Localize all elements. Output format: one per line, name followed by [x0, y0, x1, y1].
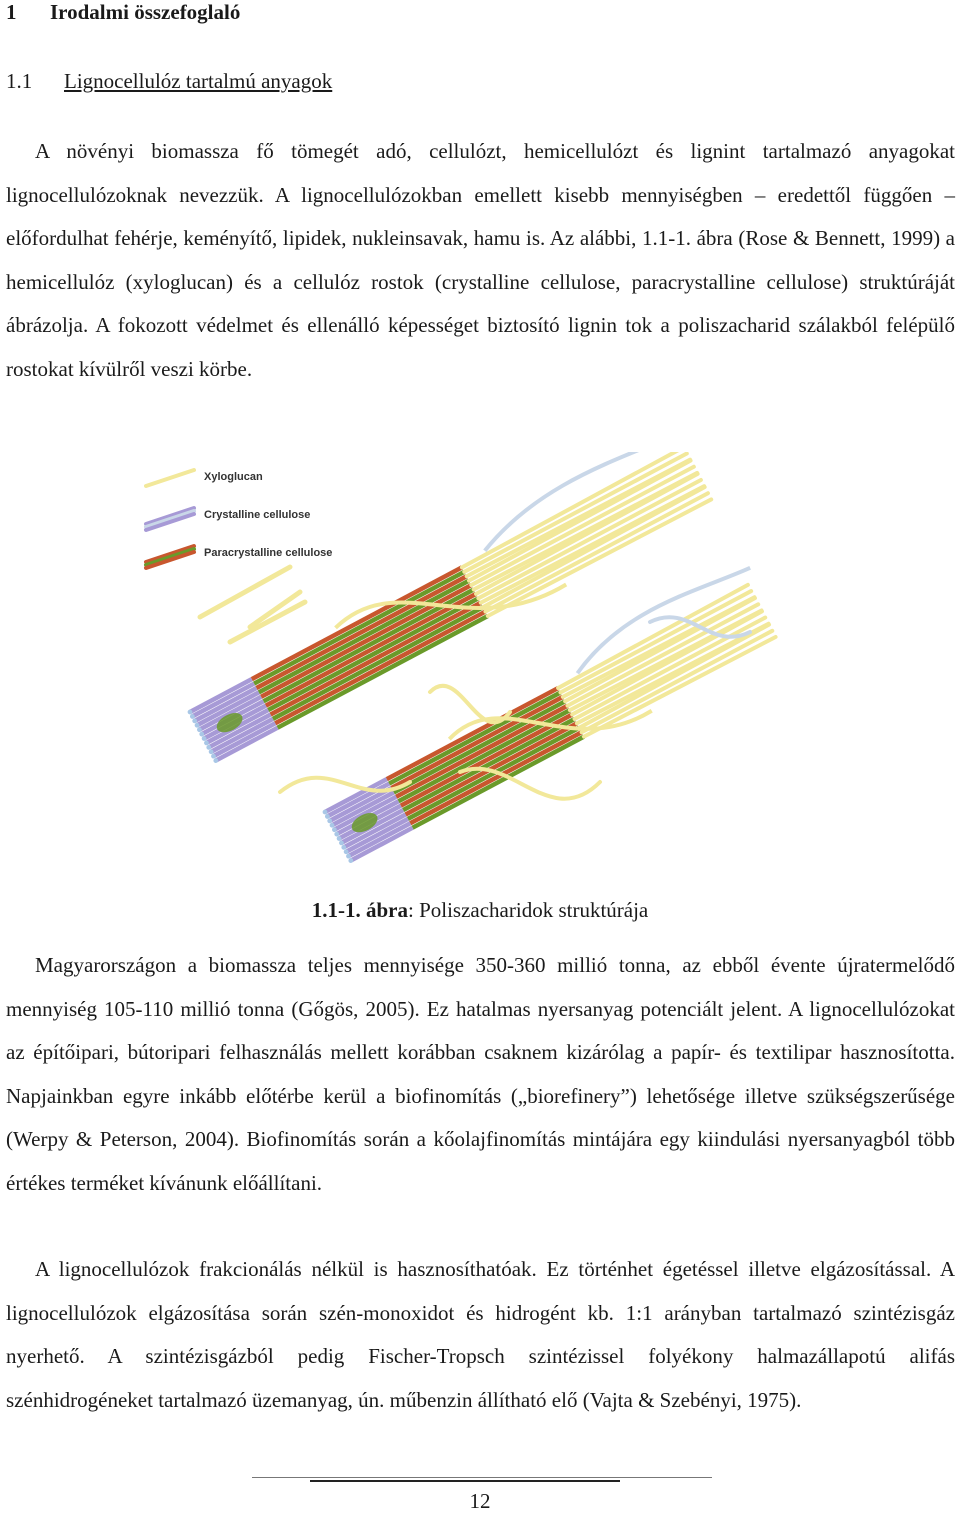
legend-swatch	[146, 470, 194, 486]
footer-rule-thin	[252, 1477, 712, 1478]
legend-label: Crystalline cellulose	[204, 509, 311, 521]
legend-label: Xyloglucan	[204, 471, 263, 483]
xyloglucan-strand	[474, 471, 697, 591]
legend-label: Paracrystalline cellulose	[204, 547, 333, 559]
footer-rule-thick	[310, 1480, 620, 1482]
xyloglucan-strand	[475, 474, 698, 594]
figure-caption	[0, 893, 960, 927]
page-number: 12	[469, 1489, 491, 1513]
section-number: 1	[6, 0, 17, 24]
subsection-number: 1.1	[6, 69, 33, 93]
legend-swatch	[146, 511, 194, 527]
figure-caption-text: : Poliszacharidok struktúrája	[407, 898, 649, 922]
polysaccharide-structure-figure	[130, 452, 830, 872]
xyloglucan-strand	[230, 602, 305, 642]
paragraph-biomass: Magyarországon a biomassza teljes mennyisége 350-360 millió tonna, az ebből évente újratermelődő mennyiség 105-110 millió tonna (Gőgös, 2005). Ez hatalmas nyersanyag potenciált jelent. A lignocellulózokat az építőipari, bútoripari felhasználás mellett korábban csaknem kizárólag a papír- és textilipar hasznosította. Napjainkban egyre inkább előtérbe kerül a biofinomítás („biorefinery”) lehetősége illetve szükségszerűsége (Werpy & Peterson, 2004). Biofinomítás során a kőolajfinomítás mintájára egy kiindulási nyersanyagból több értékes terméket kívánunk előállítani.	[6, 953, 955, 1195]
subsection-title: Lignocellulóz tartalmú anyagok	[64, 69, 333, 93]
fiber-bundle-lower	[311, 560, 788, 870]
figure-legend	[146, 470, 332, 568]
paracrystalline-strand	[266, 594, 476, 706]
figure-caption-label: 1.1-1. ábra	[311, 898, 408, 922]
section-title: Irodalmi összefoglaló	[50, 0, 241, 24]
paragraph-gasification: A lignocellulózok frakcionálás nélkül is hasznosíthatóak. Ez történhet égetéssel illetve elgázosítással. A lignocellulózok elgázosítása során szén-monoxidot és hidrogént kb. 1:1 arányban tartalmazó szintézisgáz nyerhető. A szintézisgázból pedig Fischer-Tropsch szintézissel folyékony halmazállapotú alifás szénhidrogéneket tartalmazó üzemanyag, ún. műbenzin állítható elő (Vajta & Szebényi, 1975).	[6, 1257, 955, 1412]
section-heading	[6, 0, 240, 28]
legend-swatch	[146, 549, 194, 565]
paragraph-intro: A növényi biomassza fő tömegét adó, cellulózt, hemicellulózt és lignint tartalmazó anyagokat lignocellulózoknak nevezzük. A lignocellulózokban emellett kisebb mennyiségben – eredettől függően – előfordulhat fehérje, keményítő, lipidek, nukleinsavak, hamu is. Az alábbi, 1.1-1. ábra (Rose & Bennett, 1999) a hemicellulóz (xyloglucan) és a cellulóz rostok (crystalline cellulose, paracrystalline cellulose) struktúráját ábrázolja. A fokozott védelmet és ellenálló képességet biztosító lignin tok a poliszacharid szálakból felépülő rostokat kívülről veszi körbe.	[6, 139, 955, 381]
subsection-heading	[6, 64, 332, 98]
fiber-illustration	[130, 452, 830, 872]
fiber-bundle-upper	[176, 452, 723, 770]
